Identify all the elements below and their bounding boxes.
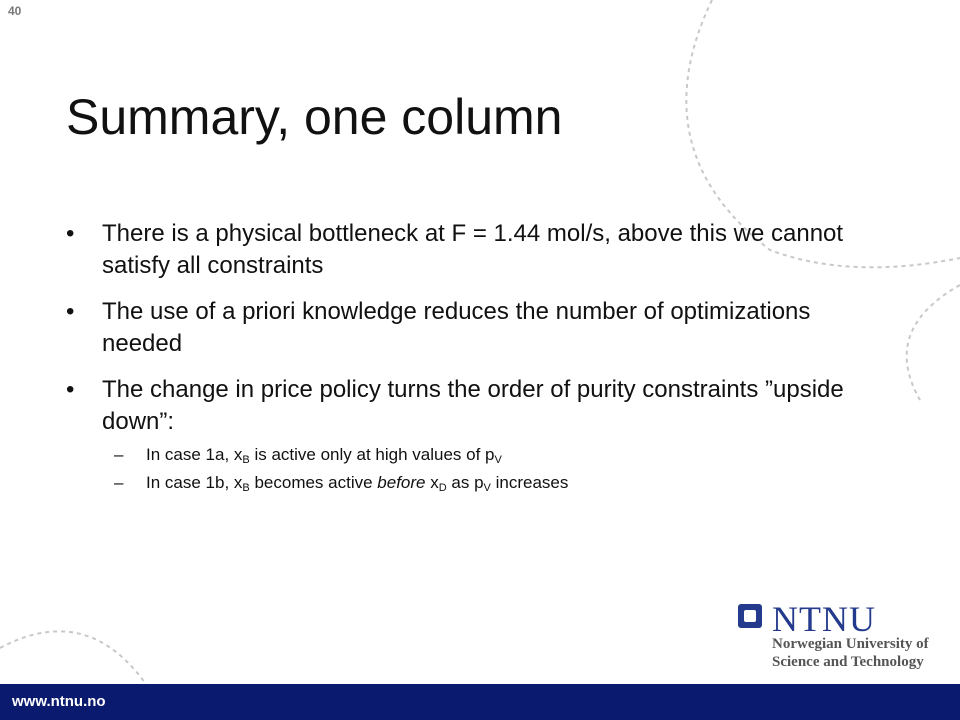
footer-bar — [0, 684, 960, 720]
bullet-item — [66, 374, 866, 494]
sub-bullet-marker: – — [114, 445, 124, 464]
bullet-text: The use of a priori knowledge reduces the number of optimizations needed — [102, 298, 811, 357]
bullet-list — [66, 218, 866, 508]
sub-bullet-item — [66, 472, 866, 494]
bullet-item — [66, 218, 866, 282]
bullet-marker: • — [66, 220, 75, 247]
logo-wordmark: NTNU — [772, 599, 876, 639]
bullet-marker: • — [66, 376, 75, 403]
bullet-marker: • — [66, 298, 75, 325]
sub-bullet-marker: – — [114, 473, 124, 492]
bullet-item — [66, 296, 866, 360]
bullet-text: The change in price policy turns the order of purity constraints ”upside down”: — [102, 376, 844, 435]
logo-subtitle-line1: Norwegian University of — [772, 636, 929, 652]
bullet-text: There is a physical bottleneck at F = 1.44 mol/s, above this we cannot satisfy all constraints — [102, 220, 844, 279]
sub-bullet-text: In case 1a, $x_B$ is active only at high values of $p_V$ — [146, 445, 502, 466]
slide-title: Summary, one column — [66, 89, 563, 145]
footer-url: www.ntnu.no — [12, 693, 106, 710]
sub-bullet-item — [66, 444, 866, 466]
logo-subtitle-line2: Science and Technology — [772, 654, 924, 670]
slide-number: 40 — [8, 4, 22, 18]
sub-bullet-text: In case 1b, $x_B$ becomes active before $x_D$ as $p_V$ increases — [146, 473, 569, 494]
ntnu-logo-icon — [738, 604, 762, 628]
